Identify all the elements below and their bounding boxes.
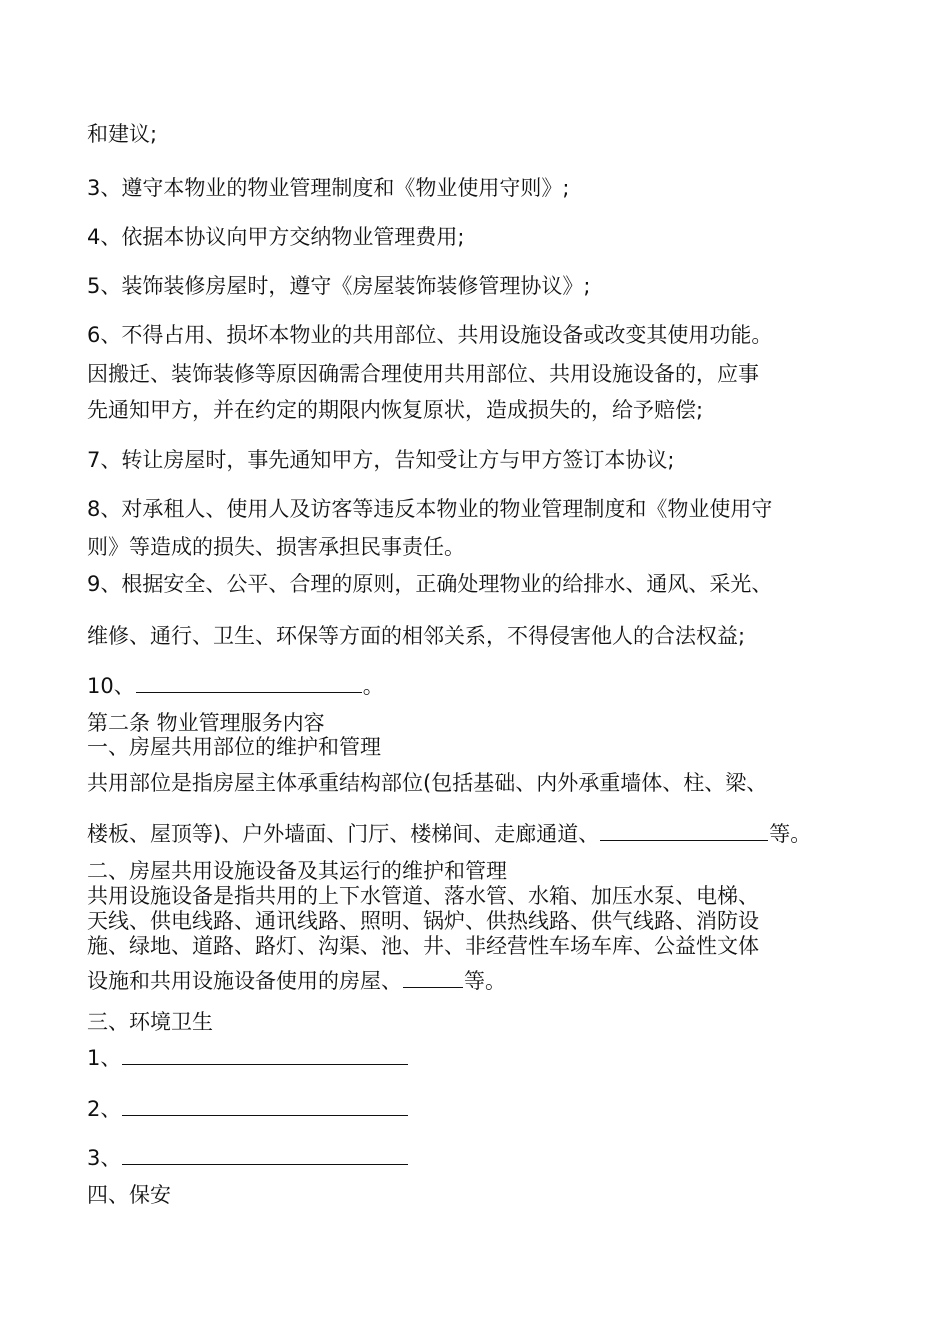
line-text: 四、保安 bbox=[87, 1183, 171, 1207]
text-line bbox=[87, 909, 759, 933]
fill-in-blank bbox=[122, 1146, 408, 1165]
clause-5 bbox=[87, 274, 590, 298]
text-line bbox=[87, 771, 767, 795]
text-line bbox=[87, 535, 465, 559]
fill-in-blank bbox=[136, 674, 362, 693]
line-text: 二、房屋共用设施设备及其运行的维护和管理 bbox=[87, 859, 507, 883]
line-text: 维修、通行、卫生、环保等方面的相邻关系，不得侵害他人的合法权益; bbox=[87, 624, 746, 648]
text-line bbox=[87, 362, 759, 386]
section-3-heading bbox=[87, 1010, 213, 1034]
text-line bbox=[87, 122, 157, 146]
line-text: 楼板、屋顶等)、户外墙面、门厅、楼梯间、走廊通道、 bbox=[87, 822, 600, 846]
text-line bbox=[87, 969, 506, 993]
line-text: 7、转让房屋时，事先通知甲方，告知受让方与甲方签订本协议; bbox=[87, 448, 675, 472]
hygiene-item-3 bbox=[87, 1146, 409, 1170]
line-text: 5、装饰装修房屋时，遵守《房屋装饰装修管理协议》; bbox=[87, 274, 591, 298]
line-text: 设施和共用设施设备使用的房屋、 bbox=[87, 969, 402, 993]
clause-6 bbox=[87, 323, 772, 347]
clause-7 bbox=[87, 448, 674, 472]
line-text: 施、绿地、道路、路灯、沟渠、池、井、非经营性车场车库、公益性文体 bbox=[87, 934, 759, 958]
line-text: 10、 bbox=[87, 674, 135, 698]
clause-10 bbox=[87, 674, 384, 698]
line-text: 3、遵守本物业的物业管理制度和《物业使用守则》; bbox=[87, 176, 570, 200]
line-text: 。 bbox=[362, 674, 384, 698]
clause-8 bbox=[87, 497, 772, 521]
line-text: 三、环境卫生 bbox=[87, 1010, 213, 1034]
line-text: 4、依据本协议向甲方交纳物业管理费用; bbox=[87, 225, 465, 249]
text-line bbox=[87, 884, 759, 908]
text-line bbox=[87, 822, 811, 846]
line-text: 第二条 物业管理服务内容 bbox=[87, 711, 325, 735]
line-text: 先通知甲方，并在约定的期限内恢复原状，造成损失的，给予赔偿; bbox=[87, 398, 704, 422]
article-2-heading bbox=[87, 711, 325, 735]
line-text: 和建议; bbox=[87, 122, 158, 146]
line-text: 8、对承租人、使用人及访客等违反本物业的物业管理制度和《物业使用守 bbox=[87, 497, 773, 521]
clause-9 bbox=[87, 572, 772, 596]
clause-3 bbox=[87, 176, 569, 200]
line-text: 因搬迁、装饰装修等原因确需合理使用共用部位、共用设施设备的，应事 bbox=[87, 362, 759, 386]
line-text: 1、 bbox=[87, 1046, 122, 1070]
fill-in-blank bbox=[403, 969, 463, 988]
hygiene-item-1 bbox=[87, 1046, 409, 1070]
line-text: 共用部位是指房屋主体承重结构部位(包括基础、内外承重墙体、柱、梁、 bbox=[87, 771, 768, 795]
line-text: 天线、供电线路、通讯线路、照明、锅炉、供热线路、供气线路、消防设 bbox=[87, 909, 759, 933]
line-text: 3、 bbox=[87, 1146, 122, 1170]
line-text: 6、不得占用、损坏本物业的共用部位、共用设施设备或改变其使用功能。 bbox=[87, 323, 773, 347]
line-text: 等。 bbox=[464, 969, 506, 993]
section-2-heading bbox=[87, 859, 507, 883]
hygiene-item-2 bbox=[87, 1097, 409, 1121]
line-text: 等。 bbox=[769, 822, 812, 846]
line-text: 则》等造成的损失、损害承担民事责任。 bbox=[87, 535, 465, 559]
line-text: 2、 bbox=[87, 1097, 122, 1121]
clause-4 bbox=[87, 225, 464, 249]
fill-in-blank bbox=[122, 1046, 408, 1065]
text-line bbox=[87, 624, 745, 648]
line-text: 9、根据安全、公平、合理的原则，正确处理物业的给排水、通风、采光、 bbox=[87, 572, 773, 596]
text-line bbox=[87, 934, 759, 958]
line-text: 共用设施设备是指共用的上下水管道、落水管、水箱、加压水泵、电梯、 bbox=[87, 884, 759, 908]
fill-in-blank bbox=[600, 822, 768, 841]
section-1-heading bbox=[87, 735, 381, 759]
fill-in-blank bbox=[122, 1097, 408, 1116]
text-line bbox=[87, 398, 703, 422]
line-text: 一、房屋共用部位的维护和管理 bbox=[87, 735, 381, 759]
section-4-heading bbox=[87, 1183, 171, 1207]
